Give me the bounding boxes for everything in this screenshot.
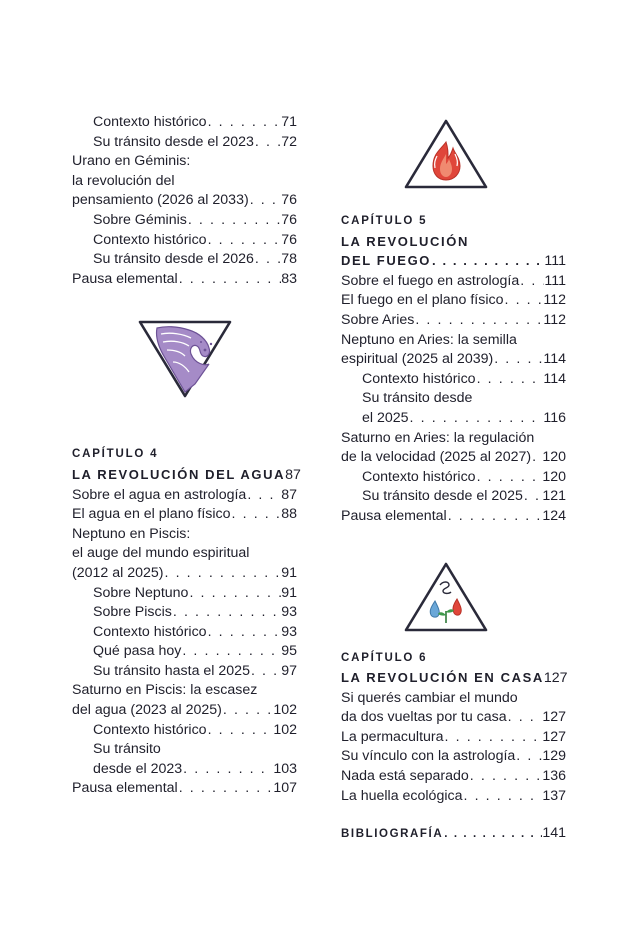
entry-title: de la velocidad (2025 al 2027) [341, 449, 532, 466]
entry-title: Contexto histórico [93, 231, 207, 248]
page-number: 91 [281, 584, 297, 601]
dot-leader [476, 370, 544, 390]
chapter-6-title[interactable]: LA REVOLUCIÓN EN CASA 127 [341, 668, 566, 689]
chapter-5-label: CAPÍTULO 5 [341, 215, 428, 227]
entry-title: Sobre el agua en astrología [72, 486, 247, 503]
toc-entry-line[interactable]: la revolución del [72, 172, 175, 189]
toc-entry[interactable] [72, 662, 297, 682]
toc-entry[interactable] [341, 370, 566, 390]
dot-leader [519, 272, 544, 292]
entry-title: del agua (2023 al 2025) [72, 702, 222, 719]
entry-title: Pausa elemental [72, 780, 178, 797]
entry-title: El agua en el plano físico [72, 506, 231, 523]
page-number: 120 [542, 449, 566, 466]
toc-entry[interactable] [341, 747, 566, 767]
page-number: 103 [273, 760, 297, 777]
page-number: 78 [281, 251, 297, 268]
entry-title: Contexto histórico [362, 468, 476, 485]
toc-entry[interactable] [72, 564, 297, 584]
entry-title: Su tránsito hasta el 2025 [93, 662, 250, 679]
dot-leader [515, 747, 542, 767]
entry-title: Sobre Neptuno [93, 584, 189, 601]
dot-leader [462, 787, 542, 807]
toc-entry[interactable] [72, 486, 297, 506]
dot-leader [207, 113, 282, 133]
bibliography-entry[interactable]: BIBLIOGRAFÍA . . . 141 [341, 824, 566, 845]
toc-entry[interactable] [72, 250, 297, 270]
entry-title: Qué pasa hoy [93, 643, 182, 660]
toc-entry[interactable] [72, 270, 297, 290]
dot-leader [207, 721, 274, 741]
dot-leader [181, 642, 281, 662]
entry-title: Su vínculo con la astrología [341, 748, 516, 765]
page-number: 129 [542, 748, 566, 765]
toc-right-column [341, 212, 566, 845]
entry-title: Su tránsito desde el 2026 [93, 251, 254, 268]
toc-entry-line[interactable]: Urano en Géminis: [72, 153, 191, 170]
page-number: 137 [542, 787, 566, 804]
dot-leader [249, 191, 282, 211]
dot-leader [507, 708, 543, 728]
entry-title: Sobre el fuego en astrología [341, 272, 520, 289]
page-number: 127 [542, 709, 566, 726]
dot-leader [187, 211, 281, 231]
toc-section-chapter3-continued [72, 113, 297, 289]
entry-title: da dos vueltas por tu casa [341, 709, 507, 726]
toc-entry[interactable] [72, 133, 297, 153]
entry-title: Pausa elemental [341, 507, 447, 524]
page-number: 83 [281, 270, 297, 287]
dot-leader [231, 505, 282, 525]
page-number: 76 [281, 211, 297, 228]
page-number: 127 [543, 670, 568, 687]
toc-entry[interactable] [341, 728, 566, 748]
toc-entry[interactable] [341, 787, 566, 807]
dot-leader [443, 825, 542, 845]
chapter-4-title[interactable]: LA REVOLUCIÓN DEL AGUA 87 [72, 465, 297, 486]
page-number: 127 [542, 728, 566, 745]
page-number: 91 [281, 564, 297, 581]
toc-section-chapter4 [72, 486, 297, 800]
dot-leader [493, 350, 543, 370]
page-number: 107 [273, 780, 297, 797]
toc-entry-line[interactable]: Saturno en Piscis: la escasez [72, 682, 258, 699]
dot-leader [523, 487, 542, 507]
dot-leader [182, 760, 273, 780]
toc-entry[interactable] [72, 191, 297, 211]
dot-leader [246, 486, 281, 506]
dot-leader [503, 291, 543, 311]
page-number: 136 [542, 768, 566, 785]
entry-title: Contexto histórico [93, 721, 207, 738]
page-number: 87 [281, 486, 297, 503]
toc-entry[interactable] [341, 448, 566, 468]
toc-left-column [72, 113, 301, 799]
toc-entry[interactable] [72, 603, 297, 623]
toc-entry[interactable] [72, 231, 297, 251]
dot-leader [431, 251, 544, 271]
dot-leader [178, 779, 274, 799]
toc-entry[interactable] [341, 272, 566, 292]
chapter-6-label: CAPÍTULO 6 [341, 651, 428, 664]
dot-leader [444, 728, 543, 748]
page-number: 112 [543, 292, 566, 309]
entry-title: espiritual (2025 al 2039) [341, 351, 494, 368]
page-number: 114 [543, 351, 566, 368]
entry-title: Su tránsito desde el 2025 [362, 488, 523, 505]
dot-leader [531, 448, 542, 468]
dot-leader [172, 603, 281, 623]
dot-leader [207, 231, 282, 251]
toc-section-chapter6 [341, 689, 566, 807]
toc-entry[interactable] [341, 507, 566, 527]
toc-entry-line[interactable]: Su tránsito [93, 741, 161, 758]
page-number: 121 [542, 488, 566, 505]
toc-entry[interactable] [72, 760, 297, 780]
toc-entry-line[interactable]: Su tránsito desde [362, 390, 473, 407]
dot-leader [207, 623, 282, 643]
toc-entry[interactable] [72, 623, 297, 643]
entry-title: Contexto histórico [362, 370, 476, 387]
toc-entry[interactable] [341, 767, 566, 787]
dot-leader [188, 584, 281, 604]
entry-title: pensamiento (2026 al 2033) [72, 192, 249, 209]
page-number: 141 [542, 825, 566, 842]
entry-title: Sobre Piscis [93, 604, 172, 621]
dot-leader [409, 409, 544, 429]
toc-entry[interactable] [341, 708, 566, 728]
entry-title: La huella ecológica [341, 787, 463, 804]
dot-leader [447, 507, 543, 527]
fire-triangle-icon [403, 118, 489, 190]
emblem-spacer [341, 527, 566, 645]
toc-entry[interactable] [341, 487, 566, 507]
entry-title: Nada está separado [341, 768, 469, 785]
entry-title: Sobre Aries [341, 311, 415, 328]
dot-leader [476, 468, 543, 488]
dot-leader [469, 767, 543, 787]
toc-entry[interactable] [341, 350, 566, 370]
toc-entry[interactable] [72, 701, 297, 721]
toc-entry[interactable] [341, 468, 566, 488]
entry-title: Contexto histórico [93, 623, 207, 640]
toc-entry[interactable] [341, 291, 566, 311]
entry-title: El fuego en el plano físico [341, 292, 504, 309]
page-number: 120 [542, 468, 566, 485]
emblem-spacer [72, 289, 297, 441]
chapter-4-label: CAPÍTULO 4 [72, 448, 159, 461]
page-number: 111 [544, 253, 566, 270]
page-number: 93 [281, 604, 297, 621]
page-number: 87 [285, 466, 301, 483]
page-number: 102 [273, 702, 297, 719]
entry-title: el 2025 [362, 409, 409, 426]
toc-entry[interactable] [72, 211, 297, 231]
entry-title: Contexto histórico [93, 114, 207, 130]
dot-leader [222, 701, 273, 721]
dot-leader [414, 311, 543, 331]
page-number: 102 [273, 721, 297, 738]
toc-entry-line[interactable]: Saturno en Aries: la regulación [341, 429, 535, 446]
dot-leader [178, 270, 282, 290]
toc-entry[interactable] [341, 311, 566, 331]
chapter-5-title[interactable]: DEL FUEGO . . . 111 [341, 251, 566, 272]
dot-leader [254, 250, 281, 270]
toc-entry[interactable] [72, 642, 297, 662]
page-number: 97 [281, 662, 297, 679]
page-number: 71 [281, 114, 297, 130]
toc-entry-line[interactable]: Neptuno en Piscis: [72, 525, 191, 542]
dot-leader [254, 133, 281, 153]
entry-title: (2012 al 2025) [72, 564, 164, 581]
page-number: 76 [281, 192, 297, 209]
toc-entry[interactable] [72, 721, 297, 741]
page-number: 111 [544, 272, 566, 289]
entry-title: La permacultura [341, 728, 444, 745]
page-number: 112 [543, 311, 566, 328]
toc-entry[interactable] [72, 584, 297, 604]
page-number: 72 [281, 133, 297, 150]
toc-entry[interactable] [72, 505, 297, 525]
toc-entry-line[interactable]: el auge del mundo espiritual [72, 545, 250, 562]
page-number: 114 [543, 370, 566, 387]
page-number: 116 [543, 409, 566, 426]
toc-entry-line[interactable]: Si querés cambiar el mundo [341, 689, 518, 706]
page-number: 93 [281, 623, 297, 640]
toc-entry[interactable] [72, 779, 297, 799]
page-number: 76 [281, 231, 297, 248]
entry-title: Su tránsito desde el 2023 [93, 133, 254, 150]
toc-section-chapter5 [341, 272, 566, 527]
page-number: 88 [281, 506, 297, 523]
dot-leader [164, 564, 282, 584]
page-number: 95 [281, 643, 297, 660]
toc-entry[interactable] [341, 409, 566, 429]
dot-leader [250, 662, 281, 682]
entry-title: Sobre Géminis [93, 211, 187, 228]
chapter-5-title-line1[interactable]: LA REVOLUCIÓN [341, 233, 469, 249]
page-number: 124 [542, 507, 566, 524]
entry-title: Pausa elemental [72, 270, 178, 287]
toc-entry-line[interactable]: Neptuno en Aries: la semilla [341, 331, 517, 348]
toc-entry[interactable] [72, 113, 297, 133]
entry-title: desde el 2023 [93, 760, 183, 777]
